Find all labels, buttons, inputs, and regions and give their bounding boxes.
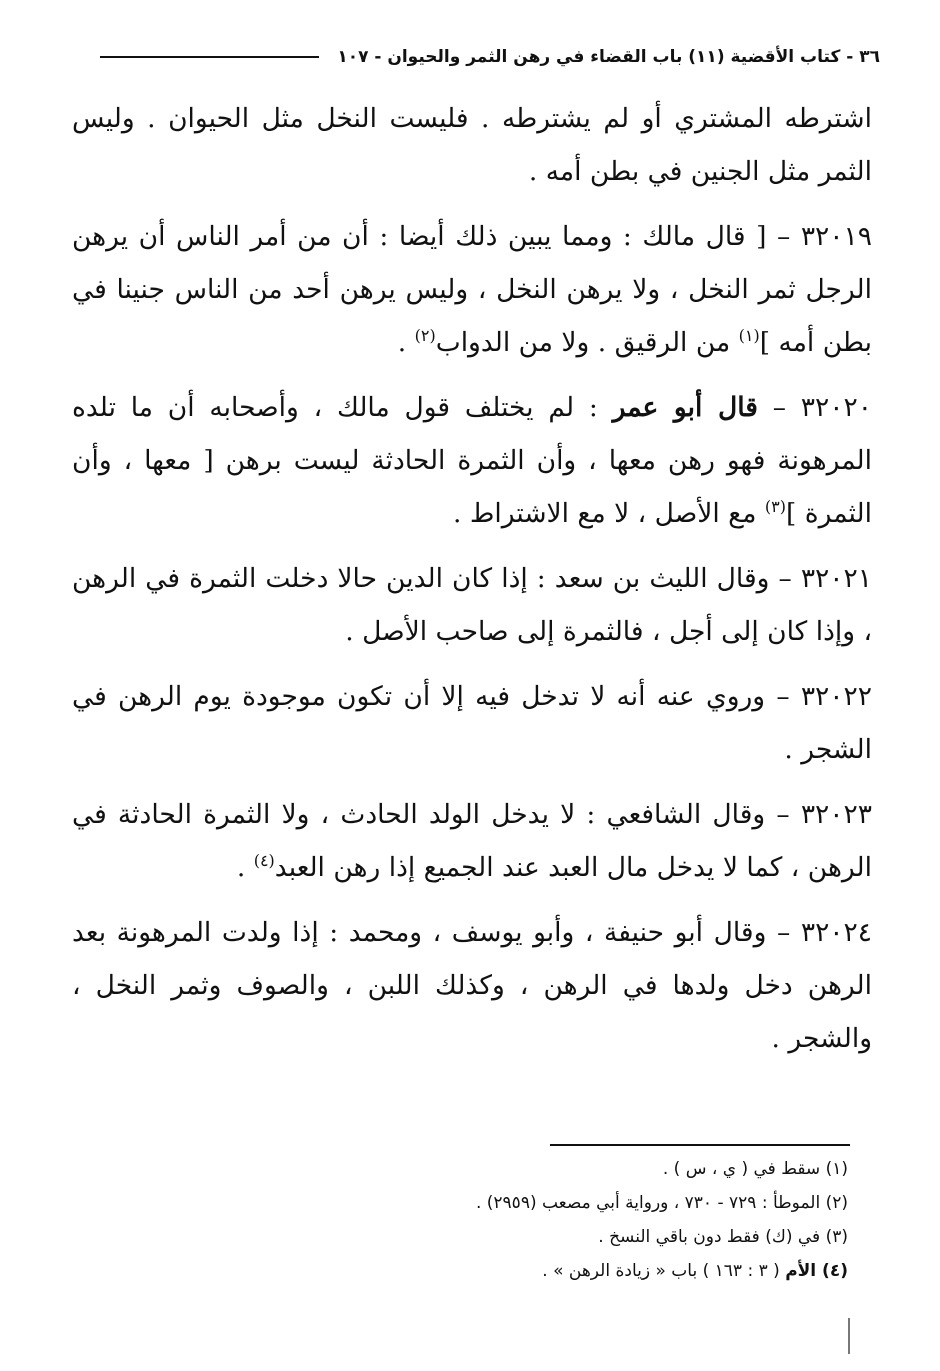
- paragraph-32024: [72, 906, 872, 1065]
- footnote-separator: [550, 1144, 850, 1146]
- footnote-ref: (٣): [764, 497, 786, 517]
- paragraph-32022: [72, 670, 872, 776]
- footnote-1: [88, 1152, 848, 1186]
- paragraph-text: .: [397, 327, 407, 358]
- paragraph-text: وقال أبو حنيفة ، وأبو يوسف ، ومحمد : إذا ولدت المرهونة بعد الرهن دخل ولدها في الرهن ، وكذلك اللبن ، والصوف وثمر النخل ، والشجر .: [72, 917, 872, 1054]
- paragraph-number: ٣٢٠٢١ –: [778, 563, 872, 594]
- footnote-2: [88, 1186, 848, 1220]
- margin-mark: [848, 1318, 850, 1354]
- paragraph-continuation: [72, 92, 872, 198]
- paragraph-text: .: [236, 852, 246, 883]
- paragraph-text: : لم يختلف قول مالك ، وأصحابه أن ما تلده المرهونة فهو رهن معها ، وأن الثمرة الحادثة ليست برهن [ معها ، وأن الثمرة ]: [72, 392, 872, 529]
- paragraph-number: ٣٢٠٢٢ –: [776, 681, 872, 712]
- footnote-ref: (٤): [253, 851, 275, 871]
- paragraph-number: ٣٢٠٢٠ –: [772, 392, 872, 423]
- paragraph-text: [ قال مالك : ومما يبين ذلك أيضا : أن من أمر الناس أن يرهن الرجل ثمر النخل ، ولا يرهن النخل ، وليس يرهن أحد من الناس جنينا في بطن أمه ]: [72, 221, 872, 358]
- footnote-text: (٢) الموطأ : ٧٢٩ - ٧٣٠ ، ورواية أبي مصعب (٢٩٥٩) .: [475, 1193, 848, 1213]
- paragraph-text: مع الأصل ، لا مع الاشتراط .: [452, 498, 757, 529]
- footnote-source: (٤) الأم: [785, 1261, 848, 1281]
- main-text: [72, 92, 872, 1077]
- paragraph-text: وقال الشافعي : لا يدخل الولد الحادث ، ولا الثمرة الحادثة في الرهن ، كما لا يدخل مال العبد عند الجميع إذا رهن العبد: [72, 799, 872, 883]
- paragraph-text: وروي عنه أنه لا تدخل فيه إلا أن تكون موجودة يوم الرهن في الشجر .: [72, 681, 872, 765]
- header-text: ٣٦ - كتاب الأقضية (١١) باب القضاء في رهن الثمر والحيوان - ١٠٧: [337, 47, 880, 67]
- footnote-text: ( ٣ : ١٦٣ ) باب « زيادة الرهن » .: [542, 1261, 780, 1281]
- paragraph-number: ٣٢٠١٩ –: [777, 221, 872, 252]
- header-rule: [100, 56, 319, 58]
- paragraph-32020: [72, 381, 872, 540]
- speaker-name: قال أبو عمر: [612, 392, 758, 423]
- paragraph-text: من الرقيق . ولا من الدواب: [435, 327, 731, 358]
- footnote-ref: (١): [738, 326, 760, 346]
- footnote-3: [88, 1220, 848, 1254]
- footnotes: [88, 1152, 848, 1288]
- footnote-text: (٣) في (ك) فقط دون باقي النسخ .: [598, 1227, 848, 1247]
- paragraph-number: ٣٢٠٢٤ –: [777, 917, 873, 948]
- paragraph-32019: [72, 210, 872, 369]
- running-header: [100, 40, 880, 74]
- footnote-text: (١) سقط في ( ي ، س ) .: [662, 1159, 848, 1179]
- paragraph-text: اشترطه المشتري أو لم يشترطه . فليست النخل مثل الحيوان . وليس الثمر مثل الجنين في بطن أمه .: [72, 103, 872, 187]
- paragraph-32023: [72, 788, 872, 894]
- paragraph-32021: [72, 552, 872, 658]
- footnote-4: [88, 1254, 848, 1288]
- paragraph-number: ٣٢٠٢٣ –: [776, 799, 872, 830]
- paragraph-text: وقال الليث بن سعد : إذا كان الدين حالا دخلت الثمرة في الرهن ، وإذا كان إلى أجل ، فالثمرة إلى صاحب الأصل .: [72, 563, 872, 647]
- footnote-ref: (٢): [414, 326, 436, 346]
